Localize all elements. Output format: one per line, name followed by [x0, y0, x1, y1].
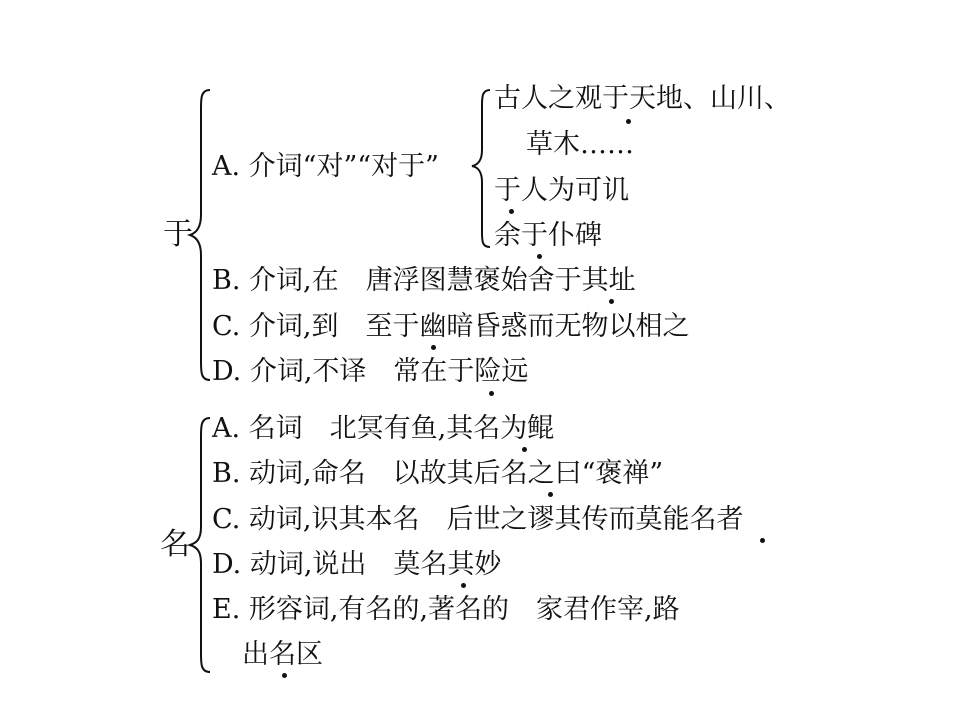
- emphasis-dot: [509, 209, 514, 214]
- emphasis-dot: [461, 583, 466, 588]
- ming-row-e: E. 形容词,有名的,著名的 家君作宰,路: [212, 594, 680, 625]
- yu-main-brace: [190, 90, 210, 380]
- yu-sub-brace: [472, 90, 490, 247]
- ming-row-b: B. 动词,命名 以故其后名之曰“褒禅”: [212, 458, 664, 489]
- yu-a-example-1-cont: 草木……: [526, 129, 634, 160]
- ming-main-brace: [190, 418, 210, 672]
- yu-a-label: A. 介词“对”“对于”: [212, 151, 439, 182]
- ming-head: 名: [160, 527, 190, 562]
- yu-head: 于: [163, 217, 193, 252]
- yu-row-d: D. 介词,不译 常在于险远: [212, 356, 529, 387]
- yu-a-example-3: 余于仆碑: [494, 220, 602, 251]
- emphasis-dot: [609, 299, 614, 304]
- emphasis-dot: [537, 254, 542, 259]
- emphasis-dot: [548, 492, 553, 497]
- yu-a-example-1: 古人之观于天地、山川、: [494, 83, 791, 114]
- emphasis-dot: [760, 538, 765, 543]
- ming-row-e-cont: 出名区: [242, 639, 323, 670]
- ming-row-d: D. 动词,说出 莫名其妙: [212, 549, 502, 580]
- yu-row-c: C. 介词,到 至于幽暗昏惑而无物以相之: [212, 311, 690, 342]
- ming-row-a: A. 名词 北冥有鱼,其名为鲲: [212, 413, 555, 444]
- yu-a-example-2: 于人为可讥: [494, 175, 629, 206]
- emphasis-dot: [489, 391, 494, 396]
- emphasis-dot: [522, 447, 527, 452]
- yu-row-b: B. 介词,在 唐浮图慧褒始舍于其址: [212, 265, 636, 296]
- ming-row-c: C. 动词,识其本名 后世之谬其传而莫能名者: [212, 504, 744, 535]
- emphasis-dot: [282, 673, 287, 678]
- emphasis-dot: [626, 119, 631, 124]
- emphasis-dot: [431, 345, 436, 350]
